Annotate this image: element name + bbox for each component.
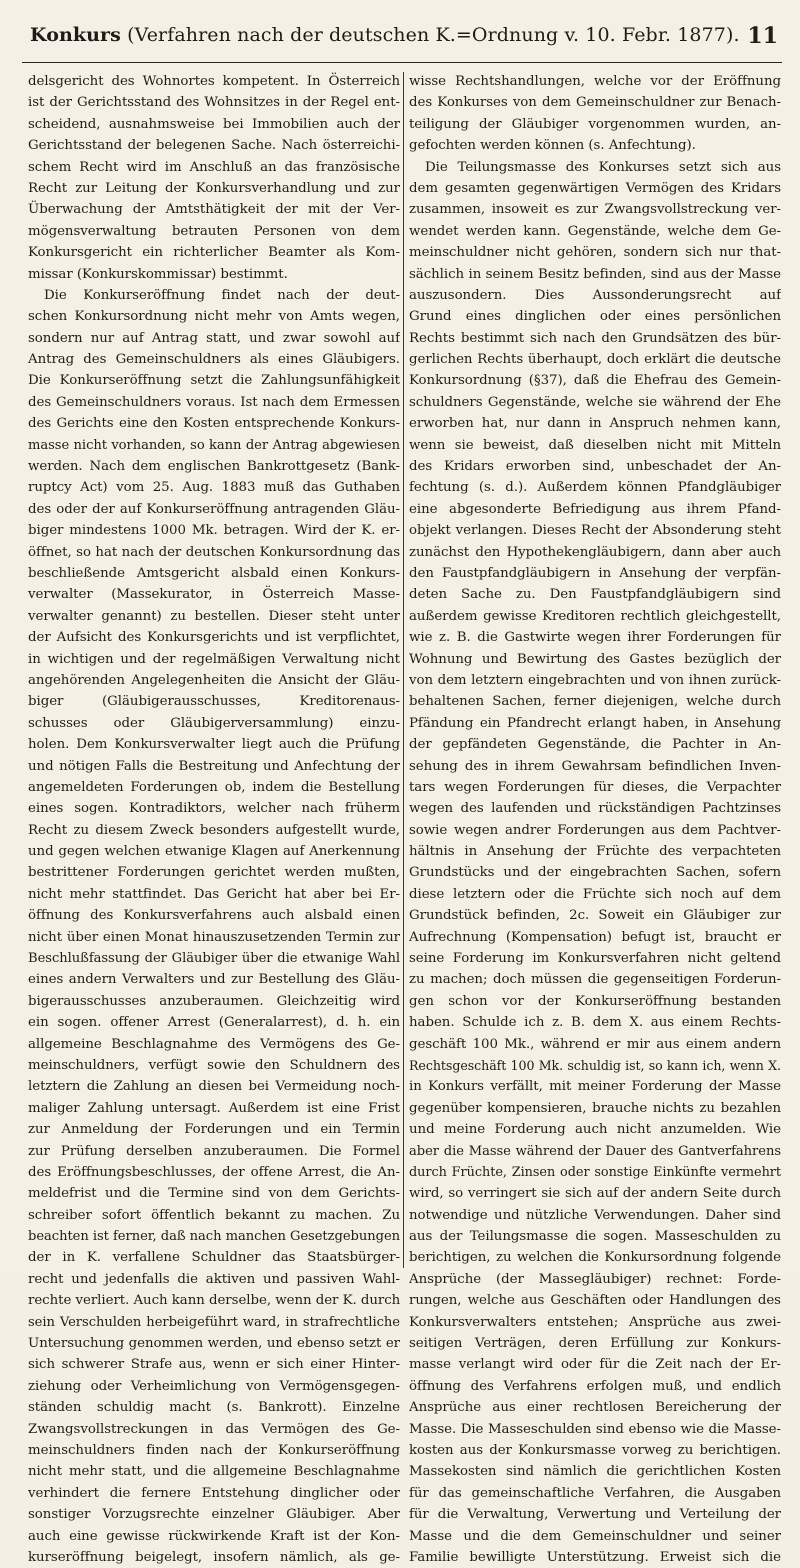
text-line: gerlichen Rechts überhaupt, doch erklärt die deutsche xyxy=(409,352,781,368)
text-line: außerdem gewisse Kreditoren rechtlich gleichgestellt, xyxy=(409,608,781,624)
text-line: geschäft 100 Mk., während er mir aus einem andern xyxy=(409,1036,781,1052)
text-line: diese letztern oder die Früchte sich noch auf dem xyxy=(409,886,781,902)
text-line: Zwangsvollstreckungen in das Vermögen des Ge- xyxy=(28,1421,400,1437)
text-line: missar (Konkurskommissar) bestimmt. xyxy=(28,266,288,282)
text-line: schem Recht wird im Anschluß an das französische xyxy=(28,159,400,175)
text-line: eines andern Verwalters und zur Bestellung des Gläu- xyxy=(28,972,400,988)
text-line: wird, so verringert sie sich auf der andern Seite durch xyxy=(409,1186,781,1202)
text-line: in wichtigen und der regelmäßigen Verwaltung nicht xyxy=(28,651,400,667)
text-line: des Eröffnungsbeschlusses, der offene Arrest, die An- xyxy=(28,1164,400,1180)
text-line: Untersuchung genommen werden, und ebenso setzt er xyxy=(28,1336,400,1352)
column-divider xyxy=(403,72,404,1268)
text-line: biger (Gläubigerausschusses, Kreditorenaus- xyxy=(28,694,400,710)
text-line: maliger Zahlung untersagt. Außerdem ist eine Frist xyxy=(28,1100,400,1116)
text-line: der in K. verfallene Schuldner das Staatsbürger- xyxy=(28,1250,400,1266)
text-line: behaltenen Sachen, ferner diejenigen, welche durch xyxy=(409,694,781,710)
text-line: rungen, welche aus Geschäften oder Handlungen des xyxy=(409,1293,781,1309)
text-line: auszusondern. Dies Aussonderungsrecht auf xyxy=(409,287,781,303)
text-line: ruptcy Act) vom 25. Aug. 1883 muß das Guthaben xyxy=(28,480,400,496)
text-line: Ansprüche (der Massegläubiger) rechnet: Forde- xyxy=(409,1271,781,1287)
text-line: erworben hat, nur dann in Anspruch nehmen kann, xyxy=(409,416,781,432)
text-line: in Konkurs verfällt, mit meiner Forderung der Masse xyxy=(409,1079,781,1095)
text-line: ziehung oder Verheimlichung von Vermögensgegen- xyxy=(28,1378,400,1394)
text-line: von dem letztern eingebrachten und von ihnen zurück- xyxy=(409,672,781,688)
text-line: für die Verwaltung, Verwertung und Verteilung der xyxy=(409,1507,781,1523)
text-line: ständen schuldig macht (s. Bankrott). Einzelne xyxy=(28,1400,400,1416)
text-line: delsgericht des Wohnortes kompetent. In Österreich xyxy=(28,74,400,89)
text-line: sehung des in ihrem Gewahrsam befindlichen Inven- xyxy=(409,758,781,774)
text-line: sein Verschulden herbeigeführt ward, in strafrechtliche xyxy=(28,1314,400,1330)
text-line: kosten aus der Konkursmasse vorweg zu berichtigen. xyxy=(409,1443,781,1458)
text-line: letztern die Zahlung an diesen bei Vermeidung noch- xyxy=(28,1079,400,1095)
text-line: seine Forderung im Konkursverfahren nicht geltend xyxy=(409,951,781,967)
text-line: aus der Teilungsmasse die sogen. Masseschulden zu xyxy=(409,1229,781,1245)
text-line: allgemeine Beschlagnahme des Vermögens des Ge- xyxy=(28,1036,400,1052)
text-line: öffnung des Verfahrens erfolgen muß, und endlich xyxy=(409,1378,781,1394)
text-line: sondern nur auf Antrag statt, und zwar sowohl auf xyxy=(28,330,400,346)
text-line: Recht zur Leitung der Konkursverhandlung und zur xyxy=(28,180,400,196)
text-line: nicht mehr stattfindet. Das Gericht hat aber bei Er- xyxy=(28,886,400,902)
text-line: schreiber sofort öffentlich bekannt zu machen. Zu xyxy=(28,1207,400,1223)
text-line: Die Teilungsmasse des Konkurses setzt sich aus xyxy=(425,159,781,175)
text-line: Grundstück befinden, 2c. Soweit ein Gläubiger zur xyxy=(409,908,781,924)
text-line: Masse. Die Masseschulden sind ebenso wie die Masse- xyxy=(409,1421,781,1437)
text-line: mögensverwaltung betrauten Personen von dem xyxy=(28,223,400,239)
text-line: ein sogen. offener Arrest (Generalarrest), d. h. ein xyxy=(28,1015,400,1031)
text-line: wendet werden kann. Gegenstände, welche dem Ge- xyxy=(409,223,781,239)
text-line: Konkursgericht ein richterlicher Beamter als Kom- xyxy=(28,245,400,261)
text-line: objekt verlangen. Dieses Recht der Absonderung steht xyxy=(409,523,781,539)
text-line: beschließende Amtsgericht alsbald einen Konkurs- xyxy=(28,565,400,581)
text-line: Grund eines dinglichen oder eines persönlichen xyxy=(409,309,781,325)
text-line: zur Anmeldung der Forderungen und ein Termin xyxy=(28,1122,400,1138)
text-line: und gegen welchen etwanige Klagen auf Anerkennung xyxy=(28,844,400,860)
text-line: wenn sie beweist, daß dieselben nicht mit Mitteln xyxy=(409,437,781,453)
text-line: Ansprüche aus einer rechtlosen Bereicherung der xyxy=(409,1400,781,1416)
text-line: berichtigen, zu welchen die Konkursordnung folgende xyxy=(409,1250,781,1266)
text-line: öffnet, so hat nach der deutschen Konkursordnung das xyxy=(28,544,400,560)
text-line: zur Prüfung derselben anzuberaumen. Die Formel xyxy=(28,1143,400,1159)
text-line: des Gerichts eine den Kosten entsprechende Konkurs- xyxy=(28,416,400,432)
text-line: verwalter genannt) zu bestellen. Dieser steht unter xyxy=(28,608,400,624)
text-line: beachten ist ferner, daß nach manchen Gesetzgebungen xyxy=(28,1229,400,1245)
left-column xyxy=(28,71,400,1568)
text-line: den Faustpfandgläubigern in Ansehung der verpfän- xyxy=(409,565,781,581)
text-line: zusammen, insoweit es zur Zwangsvollstreckung ver- xyxy=(409,202,781,218)
text-line: Grundstücks und der eingebrachten Sachen, sofern xyxy=(409,865,781,881)
text-line: nicht über einen Monat hinauszusetzenden Termin zur xyxy=(28,929,400,945)
text-line: und meine Forderung auch nicht anzumelden. Wie xyxy=(409,1122,781,1138)
text-line: tars wegen Forderungen für dieses, die Verpachter xyxy=(409,779,781,795)
text-line: Überwachung der Amtsthätigkeit der mit der Ver- xyxy=(28,202,400,218)
text-line: meinschuldners, verfügt sowie den Schuldnern des xyxy=(28,1057,400,1073)
text-line: seitigen Verträgen, deren Erfüllung zur Konkurs- xyxy=(409,1336,781,1352)
text-line: der gepfändeten Gegenstände, die Pachter in An- xyxy=(409,737,781,753)
text-line: Konkursordnung (§37), daß die Ehefrau des Gemein- xyxy=(409,373,781,389)
text-line: deten Sache zu. Den Faustpfandgläubigern sind xyxy=(409,587,781,603)
text-line: wie z. B. die Gastwirte wegen ihrer Forderungen für xyxy=(409,630,781,646)
text-line: sonstiger Vorzugsrechte einzelner Gläubiger. Aber xyxy=(28,1507,400,1523)
text-line: zu machen; doch müssen die gegenseitigen Forderun- xyxy=(409,972,781,988)
text-line: gegenüber kompensieren, brauche nichts zu bezahlen xyxy=(409,1100,781,1116)
text-line: schusses oder Gläubigerversammlung) einzu- xyxy=(28,715,400,731)
text-line: meldefrist und die Termine sind von dem Gerichts- xyxy=(28,1186,400,1202)
text-line: eines sogen. Kontradiktors, welcher nach früherm xyxy=(28,801,400,817)
text-line: masse verlangt wird oder für die Zeit nach der Er- xyxy=(409,1357,781,1373)
text-line: des Konkurses von dem Gemeinschuldner zur Benach- xyxy=(409,95,781,111)
text-line: Massekosten sind nämlich die gerichtlichen Kosten xyxy=(409,1464,781,1480)
page-number: 11 xyxy=(747,23,778,49)
text-line: sowie wegen andrer Forderungen aus dem Pachtver- xyxy=(409,822,781,838)
text-line: fechtung (s. d.). Außerdem können Pfandgläubiger xyxy=(409,480,781,496)
text-line: Konkursverwalters entstehen; Ansprüche aus zwei- xyxy=(409,1314,781,1330)
text-line: holen. Dem Konkursverwalter liegt auch die Prüfung xyxy=(28,737,400,753)
text-line: hältnis in Ansehung der Früchte des verpachteten xyxy=(409,844,781,860)
text-line: der Aufsicht des Konkursgerichts und ist verpflichtet, xyxy=(28,630,400,646)
text-line: schen Konkursordnung nicht mehr von Amts wegen, xyxy=(28,309,400,325)
text-line: Wohnung und Bewirtung des Gastes bezüglich der xyxy=(409,651,781,667)
text-line: und nötigen Falls die Bestreitung und Anfechtung der xyxy=(28,758,400,774)
text-line: eine abgesonderte Befriedigung aus ihrem Pfand- xyxy=(409,501,781,517)
text-line: teiligung der Gläubiger vorgenommen wurden, an- xyxy=(409,116,781,132)
text-line: schuldners Gegenstände, welche sie während der Ehe xyxy=(409,394,781,410)
text-line: bestrittener Forderungen gerichtet werden mußten, xyxy=(28,865,400,881)
text-line: öffnung des Konkursverfahrens auch alsbald einen xyxy=(28,908,400,924)
text-line: masse nicht vorhanden, so kann der Antrag abgewiesen xyxy=(28,437,400,453)
text-line: angemeldeten Forderungen ob, indem die Bestellung xyxy=(28,779,400,795)
text-line: wegen des laufenden und rückständigen Pachtzinses xyxy=(409,801,781,817)
text-line: auch eine gewisse rückwirkende Kraft ist der Kon- xyxy=(28,1528,400,1544)
text-line: rechte verliert. Auch kann derselbe, wenn der K. durch xyxy=(28,1293,400,1309)
text-line: notwendige und nützliche Verwendungen. Daher sind xyxy=(409,1207,781,1223)
header-keyword: Konkurs xyxy=(30,24,121,46)
text-line: Rechts bestimmt sich nach den Grundsätzen des bür- xyxy=(409,330,781,346)
text-line: zunächst den Hypothekengläubigern, dann aber auch xyxy=(409,544,781,560)
text-line: Rechtsgeschäft 100 Mk. schuldig ist, so kann ich, wenn X. xyxy=(409,1057,781,1073)
text-line: nicht mehr statt, und die allgemeine Beschlagnahme xyxy=(28,1464,400,1480)
text-line: Die Konkurseröffnung findet nach der deut- xyxy=(44,287,400,303)
text-line: haben. Schulde ich z. B. dem X. aus einem Rechts- xyxy=(409,1015,781,1031)
text-line: sächlich in seinem Besitz befinden, sind aus der Masse xyxy=(409,266,781,282)
text-line: Recht zu diesem Zweck besonders aufgestellt wurde, xyxy=(28,822,400,838)
text-line: recht und jedenfalls die aktiven und passiven Wahl- xyxy=(28,1271,400,1287)
text-line: kurseröffnung beigelegt, insofern nämlich, als ge- xyxy=(28,1549,400,1565)
text-line: gefochten werden können (s. Anfechtung). xyxy=(409,138,696,154)
header-subtitle: (Verfahren nach der deutschen K.=Ordnung v. 10. Febr. 1877). xyxy=(120,24,740,46)
text-line: des oder der auf Konkurseröffnung antragenden Gläu- xyxy=(28,501,400,517)
running-header xyxy=(22,18,782,63)
text-line: ist der Gerichtsstand des Wohnsitzes in der Regel ent- xyxy=(28,95,400,111)
text-line: Beschlußfassung der Gläubiger über die etwanige Wahl xyxy=(28,951,400,967)
text-line: Pfändung ein Pfandrecht erlangt haben, in Ansehung xyxy=(409,715,781,731)
text-line: biger mindestens 1000 Mk. betragen. Wird der K. er- xyxy=(28,523,400,539)
text-line: Antrag des Gemeinschuldners als eines Gläubigers. xyxy=(28,352,400,368)
text-line: Masse und die dem Gemeinschuldner und seiner xyxy=(409,1528,781,1544)
text-line: Aufrechnung (Kompensation) befugt ist, braucht er xyxy=(409,929,781,945)
text-line: für das gemeinschaftliche Verfahren, die Ausgaben xyxy=(409,1485,781,1501)
text-line: meinschuldner nicht gehören, sondern sich nur that- xyxy=(409,245,781,261)
text-line: scheidend, ausnahmsweise bei Immobilien auch der xyxy=(28,116,400,132)
text-line: meinschuldners finden nach der Konkurseröffnung xyxy=(28,1443,400,1458)
text-line: Familie bewilligte Unterstützung. Erweist sich die xyxy=(409,1549,781,1565)
header-title xyxy=(30,24,740,46)
text-line: bigerausschusses anzuberaumen. Gleichzeitig wird xyxy=(28,993,400,1009)
text-line: angehörenden Angelegenheiten die Ansicht der Gläu- xyxy=(28,672,400,688)
text-line: Die Konkurseröffnung setzt die Zahlungsunfähigkeit xyxy=(28,373,400,389)
text-line: verwalter (Massekurator, in Österreich Masse- xyxy=(28,587,400,603)
text-line: gen schon vor der Konkurseröffnung bestanden xyxy=(409,993,781,1009)
text-line: sich schwerer Strafe aus, wenn er sich einer Hinter- xyxy=(28,1357,400,1373)
text-line: werden. Nach dem englischen Bankrottgesetz (Bank- xyxy=(28,459,400,475)
text-line: wisse Rechtshandlungen, welche vor der Eröffnung xyxy=(409,74,781,89)
right-column xyxy=(409,71,781,1568)
text-line: dem gesamten gegenwärtigen Vermögen des Kridars xyxy=(409,180,781,196)
text-line: des Kridars erworben sind, unbeschadet der An- xyxy=(409,459,781,475)
text-line: des Gemeinschuldners voraus. Ist nach dem Ermessen xyxy=(28,394,400,410)
text-line: verhindert die fernere Entstehung dinglicher oder xyxy=(28,1485,400,1501)
text-line: durch Früchte, Zinsen oder sonstige Einkünfte vermehrt xyxy=(409,1164,781,1180)
text-line: Gerichtsstand der belegenen Sache. Nach österreichi- xyxy=(28,138,400,154)
text-line: aber die Masse während der Dauer des Gantverfahrens xyxy=(409,1143,781,1159)
